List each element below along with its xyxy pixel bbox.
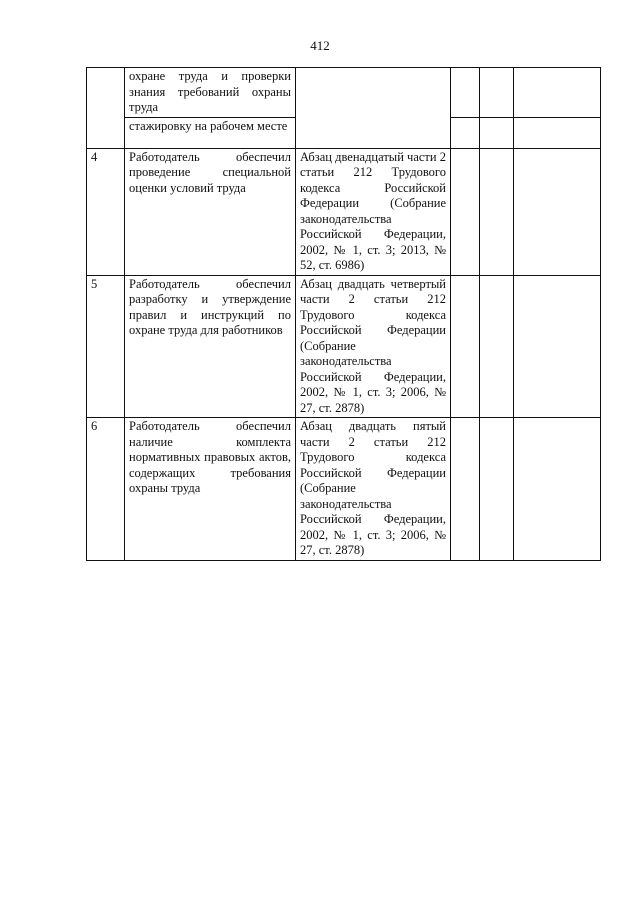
cell-num: 4	[87, 148, 125, 275]
cell-note	[514, 275, 601, 418]
cell-no	[480, 68, 514, 118]
cell-requirement: Работодатель обеспечил проведение специальной оценки условий труда	[125, 148, 296, 275]
cell-num: 6	[87, 418, 125, 561]
cell-no	[480, 148, 514, 275]
cell-no	[480, 418, 514, 561]
cell-reference: Абзац двадцать пятый части 2 статьи 212 Трудового кодекса Российской Федерации (Собрание законодательства Российской Федерации, 2002, № 1, ст. 3; 2006, № 27, ст. 2878)	[296, 418, 451, 561]
cell-requirement: охране труда и проверки знания требований охраны труда	[125, 68, 296, 118]
cell-note	[514, 148, 601, 275]
page-number: 412	[310, 38, 330, 53]
cell-requirement: Работодатель обеспечил разработку и утверждение правил и инструкций по охране труда для работников	[125, 275, 296, 418]
cell-requirement: Работодатель обеспечил наличие комплекта нормативных правовых актов, содержащих требования охраны труда	[125, 418, 296, 561]
cell-no	[480, 117, 514, 148]
table-row-continuation	[87, 68, 601, 118]
cell-reference: Абзац двадцать четвертый части 2 статьи 212 Трудового кодекса Российской Федерации (Собрание законодательства Российской Федерации, 2002, № 1, ст. 3; 2006, № 27, ст. 2878)	[296, 275, 451, 418]
cell-reference: Абзац двенадцатый части 2 статьи 212 Трудового кодекса Российской Федерации (Собрание законодательства Российской Федерации, 2002, № 1, ст. 3; 2013, № 52, ст. 6986)	[296, 148, 451, 275]
cell-note	[514, 68, 601, 118]
table-row	[87, 275, 601, 418]
cell-no	[480, 275, 514, 418]
cell-yes	[451, 68, 480, 118]
cell-yes	[451, 275, 480, 418]
checklist-table	[86, 67, 601, 561]
cell-yes	[451, 148, 480, 275]
cell-yes	[451, 418, 480, 561]
table-row	[87, 418, 601, 561]
cell-num: 5	[87, 275, 125, 418]
cell-num	[87, 68, 125, 149]
cell-yes	[451, 117, 480, 148]
cell-note	[514, 117, 601, 148]
cell-reference	[296, 68, 451, 149]
cell-requirement: стажировку на рабочем месте	[125, 117, 296, 148]
table-row	[87, 148, 601, 275]
cell-note	[514, 418, 601, 561]
